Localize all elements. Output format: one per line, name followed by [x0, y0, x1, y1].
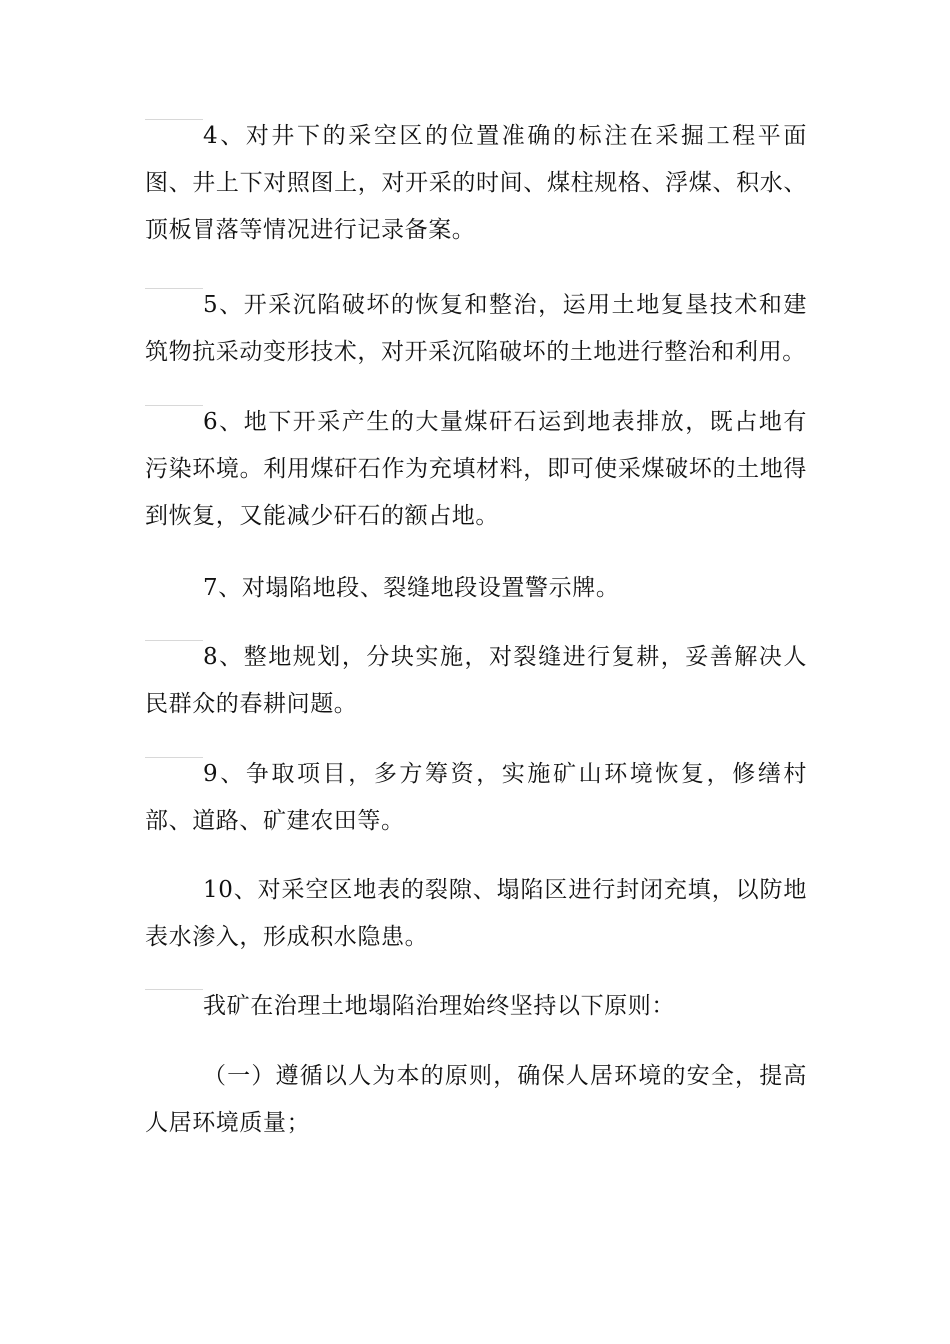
- paragraph-principles-intro: [145, 983, 807, 1030]
- indent-guide-line: [145, 405, 203, 406]
- paragraph-item-5: [145, 282, 807, 376]
- indent-guide-line: [145, 989, 203, 990]
- paragraph-item-8: [145, 634, 807, 728]
- paragraph-text: 5、开采沉陷破坏的恢复和整治，运用土地复垦技术和建筑物抗采动变形技术，对开采沉陷破坏的土地进行整治和利用。: [145, 292, 807, 365]
- paragraph-item-7: [145, 565, 807, 612]
- paragraph-item-6: [145, 399, 807, 540]
- paragraph-text: 9、争取项目，多方筹资，实施矿山环境恢复，修缮村部、道路、矿建农田等。: [145, 761, 807, 834]
- indent-guide-line: [145, 119, 203, 120]
- paragraph-text: 4、对井下的采空区的位置准确的标注在采掘工程平面图、井上下对照图上，对开采的时间、煤柱规格、浮煤、积水、顶板冒落等情况进行记录备案。: [145, 123, 807, 243]
- paragraph-text: 我矿在治理土地塌陷治理始终坚持以下原则：: [203, 993, 675, 1019]
- indent-guide-line: [145, 757, 203, 758]
- paragraph-text: 8、整地规划，分块实施，对裂缝进行复耕，妥善解决人民群众的春耕问题。: [145, 644, 807, 717]
- paragraph-item-4: [145, 113, 807, 254]
- indent-guide-line: [145, 640, 203, 641]
- paragraph-text: 6、地下开采产生的大量煤矸石运到地表排放，既占地有污染环境。利用煤矸石作为充填材料，即可使采煤破坏的土地得到恢复，又能减少矸石的额占地。: [145, 409, 807, 529]
- paragraph-text: （一）遵循以人为本的原则，确保人居环境的安全，提高人居环境质量；: [145, 1063, 807, 1136]
- paragraph-principle-1: [145, 1053, 807, 1147]
- paragraph-text: 7、对塌陷地段、裂缝地段设置警示牌。: [203, 575, 620, 601]
- paragraph-item-10: [145, 867, 807, 961]
- paragraph-text: 10、对采空区地表的裂隙、塌陷区进行封闭充填，以防地表水渗入，形成积水隐患。: [145, 877, 807, 950]
- paragraph-item-9: [145, 751, 807, 845]
- indent-guide-line: [145, 288, 203, 289]
